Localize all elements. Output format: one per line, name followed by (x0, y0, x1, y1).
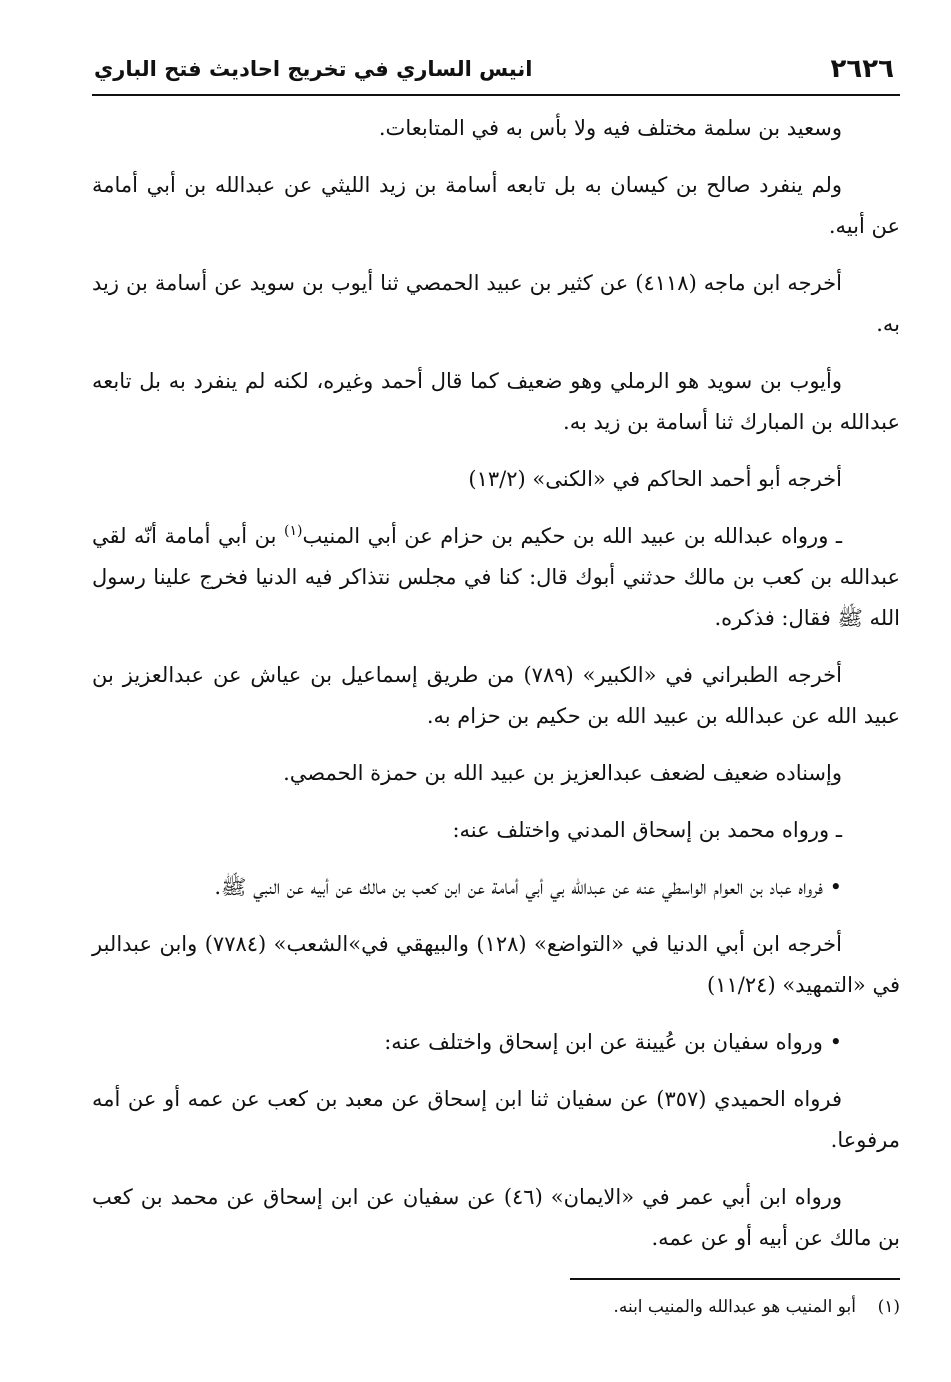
paragraph: وإسناده ضعيف لضعف عبدالعزيز بن عبيد الله بن حمزة الحمصي. (283, 761, 842, 785)
running-title: انيس الساري في تخريج احاديث فتح الباري (94, 57, 533, 81)
paragraph: وأيوب بن سويد هو الرملي وهو ضعيف كما قال أحمد وغيره، لكنه لم ينفرد به بل تابعه عبدالله بن المبارك ثنا أسامة بن زيد به. (92, 369, 900, 434)
paragraph-text: بن أبي أمامة أنّه لقي عبدالله بن كعب بن مالك حدثني أبوك قال: كنا في مجلس نتذاكر فيه الدنيا فخرج علينا رسول الله ﷺ فقال: فذكره. (92, 524, 900, 630)
paragraph: أخرجه أبو أحمد الحاكم في «الكنى» (١٣/٢) (468, 467, 842, 491)
footnote (92, 1294, 900, 1320)
body-text (92, 108, 900, 1275)
paragraph-with-footnote (92, 516, 900, 639)
bullet-paragraph: • ورواه سفيان بن عُيينة عن ابن إسحاق واختلف عنه: (384, 1030, 842, 1054)
footnote-marker: (١) (877, 1297, 900, 1317)
paragraph: فرواه الحميدي (٣٥٧) عن سفيان ثنا ابن إسحاق عن معبد بن كعب عن عمه أو عن أمه مرفوعا. (92, 1087, 900, 1152)
paragraph: ـ ورواه محمد بن إسحاق المدني واختلف عنه: (452, 818, 842, 842)
paragraph: وسعيد بن سلمة مختلف فيه ولا بأس به في المتابعات. (378, 116, 842, 140)
paragraph: أخرجه ابن أبي الدنيا في «التواضع» (١٢٨) والبيهقي في»الشعب» (٧٧٨٤) وابن عبدالبر في «التمهيد» (١١/٢٤) (92, 932, 900, 997)
footnote-reference[interactable]: (١) (283, 523, 303, 539)
page-number: ٢٦٢٦ (830, 54, 894, 84)
paragraph: ورواه ابن أبي عمر في «الايمان» (٤٦) عن سفيان عن ابن إسحاق عن محمد بن كعب بن مالك عن أبيه أو عن عمه. (92, 1185, 900, 1250)
paragraph: أخرجه الطبراني في «الكبير» (٧٨٩) من طريق إسماعيل بن عياش عن عبدالعزيز بن عبيد الله عن عبدالله بن عبيد الله بن حكيم بن حزام به. (92, 663, 900, 728)
page-header (92, 46, 900, 96)
bullet-paragraph: • فرواه عباد بن العوام الواسطي عنه عن عبدالله بي أبي أمامة عن ابن كعب بن مالك عن أبيه عن النبي ﷺ. (214, 875, 842, 899)
paragraph: أخرجه ابن ماجه (٤١١٨) عن كثير بن عبيد الحمصي ثنا أيوب بن سويد عن أسامة بن زيد به. (92, 271, 900, 336)
footnote-divider (570, 1278, 900, 1280)
paragraph-text: ـ ورواه عبدالله بن عبيد الله بن حكيم بن حزام عن أبي المنيب (302, 524, 842, 548)
paragraph: ولم ينفرد صالح بن كيسان به بل تابعه أسامة بن زيد الليثي عن عبدالله بن أبي أمامة عن أبيه. (92, 173, 900, 238)
footnote-text: أبو المنيب هو عبدالله والمنيب ابنه. (613, 1297, 856, 1317)
